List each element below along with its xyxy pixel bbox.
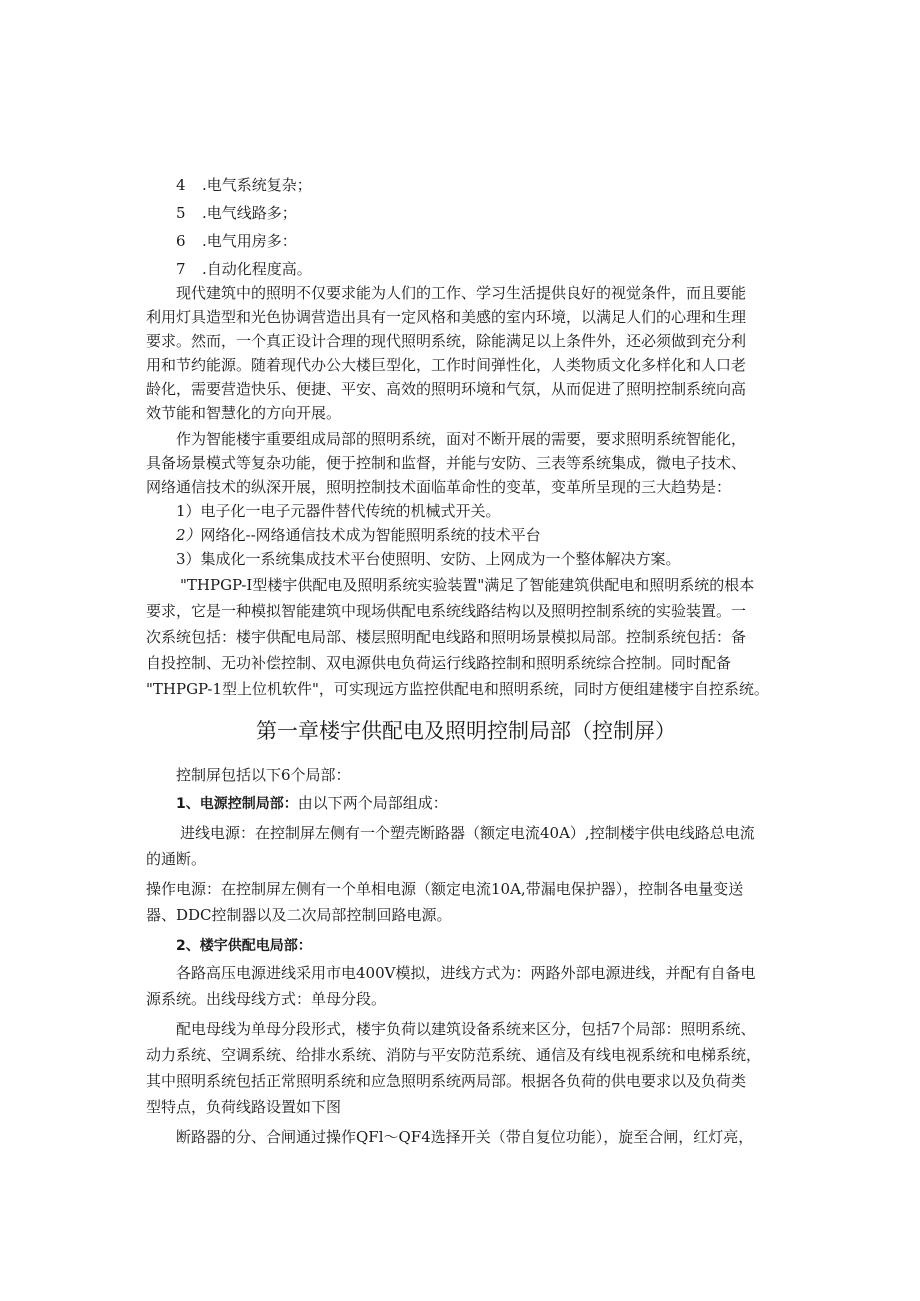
list-item: 6 .电气用房多： bbox=[176, 232, 297, 250]
paragraph-line: 操作电源：在控制屏左侧有一个单相电源（额定电流10A,带漏电保护器），控制各电量变送 bbox=[146, 880, 744, 898]
paragraph-line: 型特点，负荷线路设置如下图 bbox=[146, 1098, 342, 1116]
paragraph-line: 源系统。出线母线方式：单母分段。 bbox=[146, 990, 387, 1008]
paragraph-line: 各路高压电源进线采用市电400V模拟，进线方式为：两路外部电源进线，并配有自备电 bbox=[176, 964, 756, 982]
paragraph-line: "THPGP-1型上位机软件"，可实现远方监控供配电和照明系统，同时方便组建楼宇自控系统。 bbox=[146, 680, 769, 698]
paragraph-line: 作为智能楼宇重要组成局部的照明系统，面对不断开展的需要，要求照明系统智能化， bbox=[176, 430, 747, 448]
section-heading: 1、电源控制局部：由以下两个局部组成： bbox=[176, 794, 448, 812]
paragraph-line: 现代建筑中的照明不仅要求能为人们的工作、学习生活提供良好的视觉条件，而且要能 bbox=[176, 284, 747, 302]
trend-item: 3）集成化一系统集成技术平台使照明、安防、上网成为一个整体解决方案。 bbox=[176, 550, 681, 568]
paragraph-line: 龄化，需要营造快乐、便捷、平安、高效的照明环境和气氛，从而促进了照明控制系统向高 bbox=[146, 380, 747, 398]
paragraph-line: 具备场景模式等复杂功能，便于控制和监督，并能与安防、三表等系统集成，微电子技术、 bbox=[146, 454, 747, 472]
paragraph-line: 要求。然而，一个真正设计合理的现代照明系统，除能满足以上条件外，还必须做到充分利 bbox=[146, 332, 747, 350]
paragraph-line: 配电母线为单母分段形式，楼宇负荷以建筑设备系统来区分，包括7个局部：照明系统、 bbox=[176, 1020, 756, 1038]
chapter-title: 第一章楼宇供配电及照明控制局部（控制屏） bbox=[256, 719, 676, 743]
paragraph-line: 用和节约能源。随着现代办公大楼巨型化，工作时间弹性化，人类物质文化多样化和人口老 bbox=[146, 356, 747, 374]
paragraph-line: 进线电源：在控制屏左侧有一个塑壳断路器（额定电流40A）,控制楼宇供电线路总电流 bbox=[180, 824, 755, 842]
paragraph-line: 自投控制、无功补偿控制、双电源供电负荷运行线路控制和照明系统综合控制。同时配备 bbox=[146, 654, 732, 672]
intro-line: 控制屏包括以下6个局部： bbox=[176, 766, 351, 784]
paragraph-line: 次系统包括：楼宇供配电局部、楼层照明配电线路和照明场景模拟局部。控制系统包括：备 bbox=[146, 628, 747, 646]
paragraph-line: 器、DDC控制器以及二次局部控制回路电源。 bbox=[146, 906, 452, 924]
paragraph-line: 的通断。 bbox=[146, 850, 207, 868]
list-item: 7 .自动化程度高。 bbox=[176, 260, 312, 278]
section-heading: 2、楼宇供配电局部： bbox=[176, 938, 312, 954]
paragraph-line: 利用灯具造型和光色协调营造出具有一定风格和美感的室内环境，以满足人们的心理和生理 bbox=[146, 308, 747, 326]
paragraph-line: "THPGP-I型楼宇供配电及照明系统实验装置"满足了智能建筑供配电和照明系统的根本 bbox=[180, 576, 755, 594]
paragraph-line: 断路器的分、合闸通过操作QFl～QF4选择开关（带自复位功能），旋至合闸，红灯亮， bbox=[176, 1128, 754, 1146]
paragraph-line: 网络通信技术的纵深开展，照明控制技术面临革命性的变革，变革所呈现的三大趋势是： bbox=[146, 478, 732, 496]
paragraph-line: 效节能和智慧化的方向开展。 bbox=[146, 404, 342, 422]
paragraph-line: 动力系统、空调系统、给排水系统、消防与平安防范系统、通信及有线电视系统和电梯系统， bbox=[146, 1046, 762, 1064]
list-item: 5 .电气线路多； bbox=[176, 204, 297, 222]
paragraph-line: 其中照明系统包括正常照明系统和应急照明系统两局部。根据各负荷的供电要求以及负荷类 bbox=[146, 1072, 747, 1090]
trend-item: 1）电子化一电子元器件替代传统的机械式开关。 bbox=[176, 502, 501, 520]
list-item: 4 .电气系统复杂； bbox=[176, 176, 312, 194]
trend-item: 2）网络化--网络通信技术成为智能照明系统的技术平台 bbox=[176, 526, 541, 544]
paragraph-line: 要求，它是一种模拟智能建筑中现场供配电系统线路结构以及照明控制系统的实验装置。一 bbox=[146, 602, 747, 620]
